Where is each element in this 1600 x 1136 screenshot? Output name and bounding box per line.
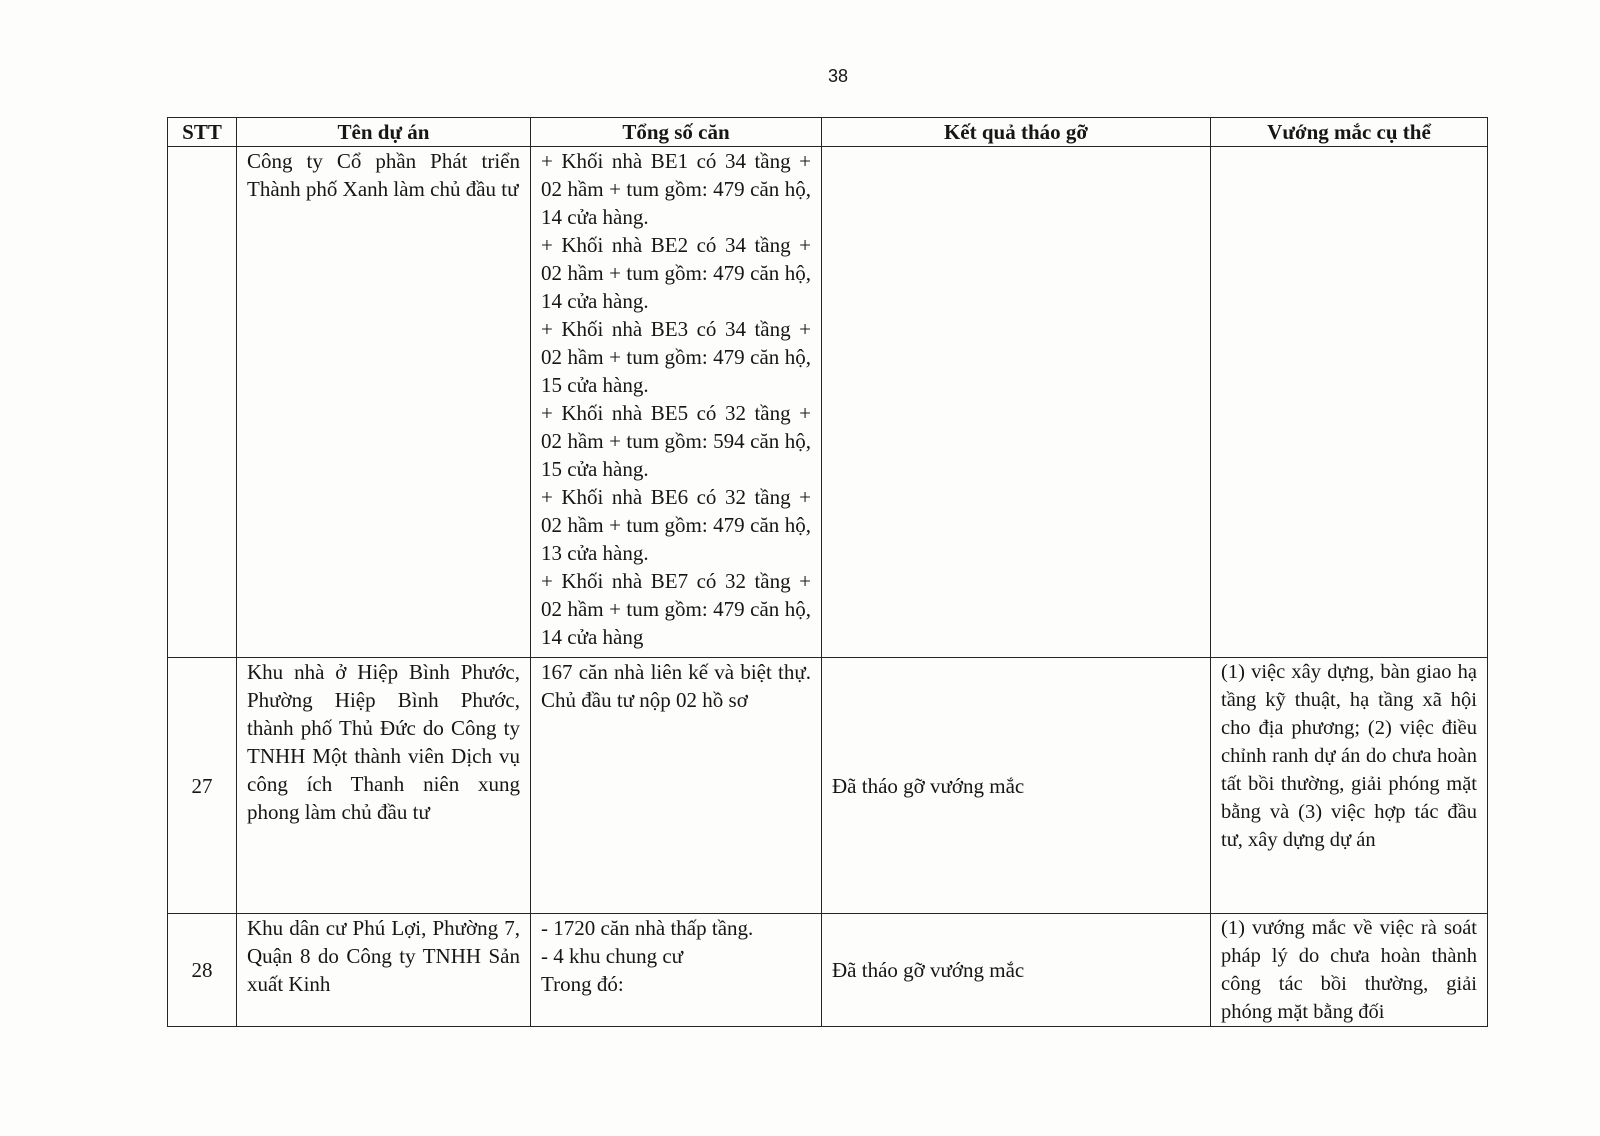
unit-count-line: + Khối nhà BE7 có 32 tầng + 02 hầm + tum gồm: 479 căn hộ, 14 cửa hàng bbox=[541, 569, 811, 649]
cell-resolution-result: Đã tháo gỡ vướng mắc bbox=[822, 658, 1211, 914]
cell-project-name: Công ty Cổ phần Phát triển Thành phố Xanh làm chủ đầu tư bbox=[237, 147, 531, 658]
cell-stt: 28 bbox=[168, 914, 237, 1027]
cell-specific-issues: (1) vướng mắc về việc rà soát pháp lý do chưa hoàn thành công tác bồi thường, giải phóng mặt bằng đối bbox=[1211, 914, 1488, 1027]
unit-count-line: + Khối nhà BE2 có 34 tầng + 02 hầm + tum gồm: 479 căn hộ, 14 cửa hàng. bbox=[541, 233, 811, 313]
unit-count-line: + Khối nhà BE5 có 32 tầng + 02 hầm + tum gồm: 594 căn hộ, 15 cửa hàng. bbox=[541, 401, 811, 481]
header-stt: STT bbox=[168, 118, 237, 147]
unit-count-line: - 4 khu chung cư bbox=[541, 944, 684, 968]
cell-stt bbox=[168, 147, 237, 658]
cell-resolution-result bbox=[822, 147, 1211, 658]
cell-specific-issues: (1) việc xây dựng, bàn giao hạ tầng kỹ thuật, hạ tầng xã hội cho địa phương; (2) việc điều chỉnh ranh dự án do chưa hoàn tất bồi thường, giải phóng mặt bằng và (3) việc hợp tác đầu tư, xây dựng dự án bbox=[1211, 658, 1488, 914]
cell-unit-count: 167 căn nhà liên kế và biệt thự. Chủ đầu tư nộp 02 hồ sơ bbox=[531, 658, 822, 914]
unit-count-line: Trong đó: bbox=[541, 972, 624, 996]
cell-stt: 27 bbox=[168, 658, 237, 914]
header-resolution-result: Kết quả tháo gỡ bbox=[822, 118, 1211, 147]
header-unit-count: Tổng số căn bbox=[531, 118, 822, 147]
header-specific-issues: Vướng mắc cụ thể bbox=[1211, 118, 1488, 147]
cell-unit-count bbox=[531, 914, 822, 1027]
unit-count-line: - 1720 căn nhà thấp tầng. bbox=[541, 916, 754, 940]
cell-specific-issues bbox=[1211, 147, 1488, 658]
header-project-name: Tên dự án bbox=[237, 118, 531, 147]
table-row bbox=[168, 914, 1488, 1027]
unit-count-line: + Khối nhà BE1 có 34 tầng + 02 hầm + tum gồm: 479 căn hộ, 14 cửa hàng. bbox=[541, 149, 811, 229]
unit-count-line: + Khối nhà BE3 có 34 tầng + 02 hầm + tum gồm: 479 căn hộ, 15 cửa hàng. bbox=[541, 317, 811, 397]
unit-count-line: + Khối nhà BE6 có 32 tầng + 02 hầm + tum gồm: 479 căn hộ, 13 cửa hàng. bbox=[541, 485, 811, 565]
table-row bbox=[168, 147, 1488, 658]
cell-resolution-result: Đã tháo gỡ vướng mắc bbox=[822, 914, 1211, 1027]
table-header-row bbox=[168, 118, 1488, 147]
cell-unit-count bbox=[531, 147, 822, 658]
table-row bbox=[168, 658, 1488, 914]
cell-project-name: Khu nhà ở Hiệp Bình Phước, Phường Hiệp Bình Phước, thành phố Thủ Đức do Công ty TNHH Một thành viên Dịch vụ công ích Thanh niên xung phong làm chủ đầu tư bbox=[237, 658, 531, 914]
page-number: 38 bbox=[827, 66, 849, 86]
cell-project-name: Khu dân cư Phú Lợi, Phường 7, Quận 8 do Công ty TNHH Sản xuất Kinh bbox=[237, 914, 531, 1027]
project-table bbox=[167, 117, 1488, 1027]
